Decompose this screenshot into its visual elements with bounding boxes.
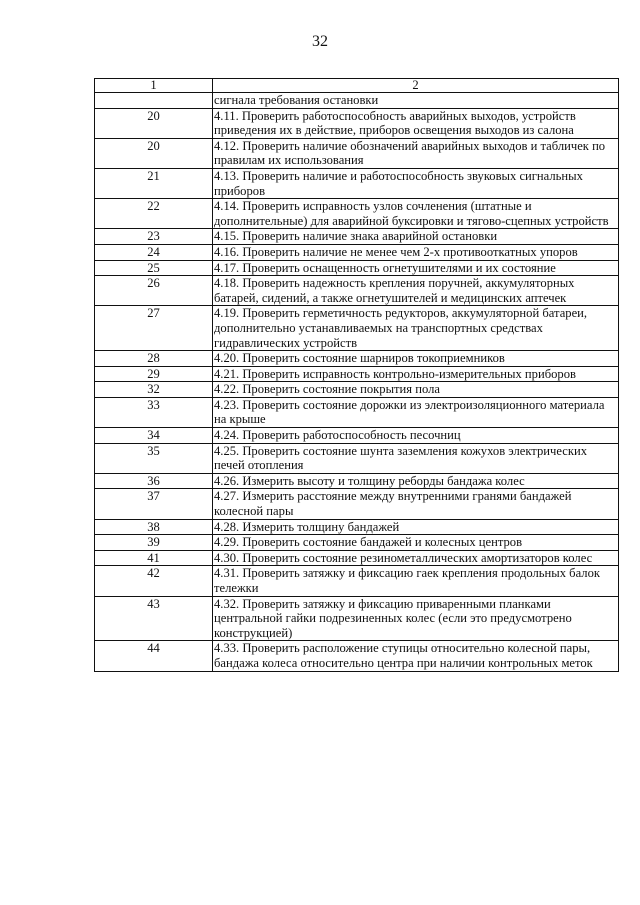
- table-header-row: [95, 79, 619, 93]
- table-row: [95, 428, 619, 444]
- row-description-cell: 4.19. Проверить герметичность редукторов, аккумуляторной батареи, дополнительно устанавливаемых на транспортных средствах гидравлических устройств: [213, 306, 619, 351]
- row-number-cell: [95, 93, 213, 109]
- row-number-cell: 24: [95, 244, 213, 260]
- column-header-1: 1: [95, 79, 213, 93]
- row-description-cell: 4.18. Проверить надежность крепления поручней, аккумуляторных батарей, сидений, а также огнетушителей и медицинских аптечек: [213, 276, 619, 306]
- table-body: [95, 79, 619, 672]
- table-row: [95, 229, 619, 245]
- table-row: [95, 550, 619, 566]
- table-row: [95, 596, 619, 641]
- row-number-cell: 41: [95, 550, 213, 566]
- row-number-cell: 39: [95, 535, 213, 551]
- row-number-cell: 21: [95, 168, 213, 198]
- row-number-cell: 42: [95, 566, 213, 596]
- table-row: [95, 519, 619, 535]
- row-number-cell: 44: [95, 641, 213, 671]
- table-row: [95, 351, 619, 367]
- row-number-cell: 20: [95, 138, 213, 168]
- row-description-cell: 4.21. Проверить исправность контрольно-измерительных приборов: [213, 366, 619, 382]
- row-description-cell: 4.25. Проверить состояние шунта заземления кожухов электрических печей отопления: [213, 443, 619, 473]
- row-description-cell: 4.29. Проверить состояние бандажей и колесных центров: [213, 535, 619, 551]
- row-description-cell: 4.27. Измерить расстояние между внутренними гранями бандажей колесной пары: [213, 489, 619, 519]
- row-description-cell: 4.16. Проверить наличие не менее чем 2-х противооткатных упоров: [213, 244, 619, 260]
- row-description-cell: сигнала требования остановки: [213, 93, 619, 109]
- row-number-cell: 37: [95, 489, 213, 519]
- row-description-cell: 4.12. Проверить наличие обозначений аварийных выходов и табличек по правилам их использования: [213, 138, 619, 168]
- row-description-cell: 4.23. Проверить состояние дорожки из электроизоляционного материала на крыше: [213, 397, 619, 427]
- row-number-cell: 29: [95, 366, 213, 382]
- table-row: [95, 306, 619, 351]
- table-row: [95, 641, 619, 671]
- row-number-cell: 27: [95, 306, 213, 351]
- row-number-cell: 43: [95, 596, 213, 641]
- row-description-cell: 4.30. Проверить состояние резинометаллических амортизаторов колес: [213, 550, 619, 566]
- row-description-cell: 4.24. Проверить работоспособность песочниц: [213, 428, 619, 444]
- row-number-cell: 35: [95, 443, 213, 473]
- column-header-2: 2: [213, 79, 619, 93]
- row-number-cell: 28: [95, 351, 213, 367]
- row-description-cell: 4.22. Проверить состояние покрытия пола: [213, 382, 619, 398]
- row-number-cell: 26: [95, 276, 213, 306]
- table-row: [95, 199, 619, 229]
- row-description-cell: 4.14. Проверить исправность узлов сочленения (штатные и дополнительные) для аварийной буксировки и тягово-сцепных устройств: [213, 199, 619, 229]
- table-row: [95, 276, 619, 306]
- table-row: [95, 244, 619, 260]
- table-row: [95, 366, 619, 382]
- row-description-cell: 4.15. Проверить наличие знака аварийной остановки: [213, 229, 619, 245]
- row-description-cell: 4.11. Проверить работоспособность аварийных выходов, устройств приведения их в действие, приборов освещения выходов из салона: [213, 108, 619, 138]
- row-number-cell: 38: [95, 519, 213, 535]
- table-row: [95, 93, 619, 109]
- table-row: [95, 397, 619, 427]
- row-description-cell: 4.28. Измерить толщину бандажей: [213, 519, 619, 535]
- row-description-cell: 4.20. Проверить состояние шарниров токоприемников: [213, 351, 619, 367]
- row-description-cell: 4.31. Проверить затяжку и фиксацию гаек крепления продольных балок тележки: [213, 566, 619, 596]
- page-number: 32: [312, 33, 328, 50]
- table-row: [95, 260, 619, 276]
- row-number-cell: 32: [95, 382, 213, 398]
- table-row: [95, 473, 619, 489]
- row-description-cell: 4.26. Измерить высоту и толщину реборды бандажа колес: [213, 473, 619, 489]
- row-description-cell: 4.32. Проверить затяжку и фиксацию приваренными планками центральной гайки подрезиненных колес (если это предусмотрено конструкцией): [213, 596, 619, 641]
- row-number-cell: 34: [95, 428, 213, 444]
- row-number-cell: 20: [95, 108, 213, 138]
- table-row: [95, 108, 619, 138]
- row-number-cell: 36: [95, 473, 213, 489]
- row-description-cell: 4.17. Проверить оснащенность огнетушителями и их состояние: [213, 260, 619, 276]
- table-row: [95, 138, 619, 168]
- row-number-cell: 23: [95, 229, 213, 245]
- row-description-cell: 4.13. Проверить наличие и работоспособность звуковых сигнальных приборов: [213, 168, 619, 198]
- table-row: [95, 489, 619, 519]
- table-row: [95, 535, 619, 551]
- table-row: [95, 566, 619, 596]
- row-number-cell: 33: [95, 397, 213, 427]
- table-row: [95, 168, 619, 198]
- row-number-cell: 22: [95, 199, 213, 229]
- row-number-cell: 25: [95, 260, 213, 276]
- table-row: [95, 382, 619, 398]
- inspection-table: [94, 78, 619, 672]
- table-row: [95, 443, 619, 473]
- row-description-cell: 4.33. Проверить расположение ступицы относительно колесной пары, бандажа колеса относительно центра при наличии контрольных меток: [213, 641, 619, 671]
